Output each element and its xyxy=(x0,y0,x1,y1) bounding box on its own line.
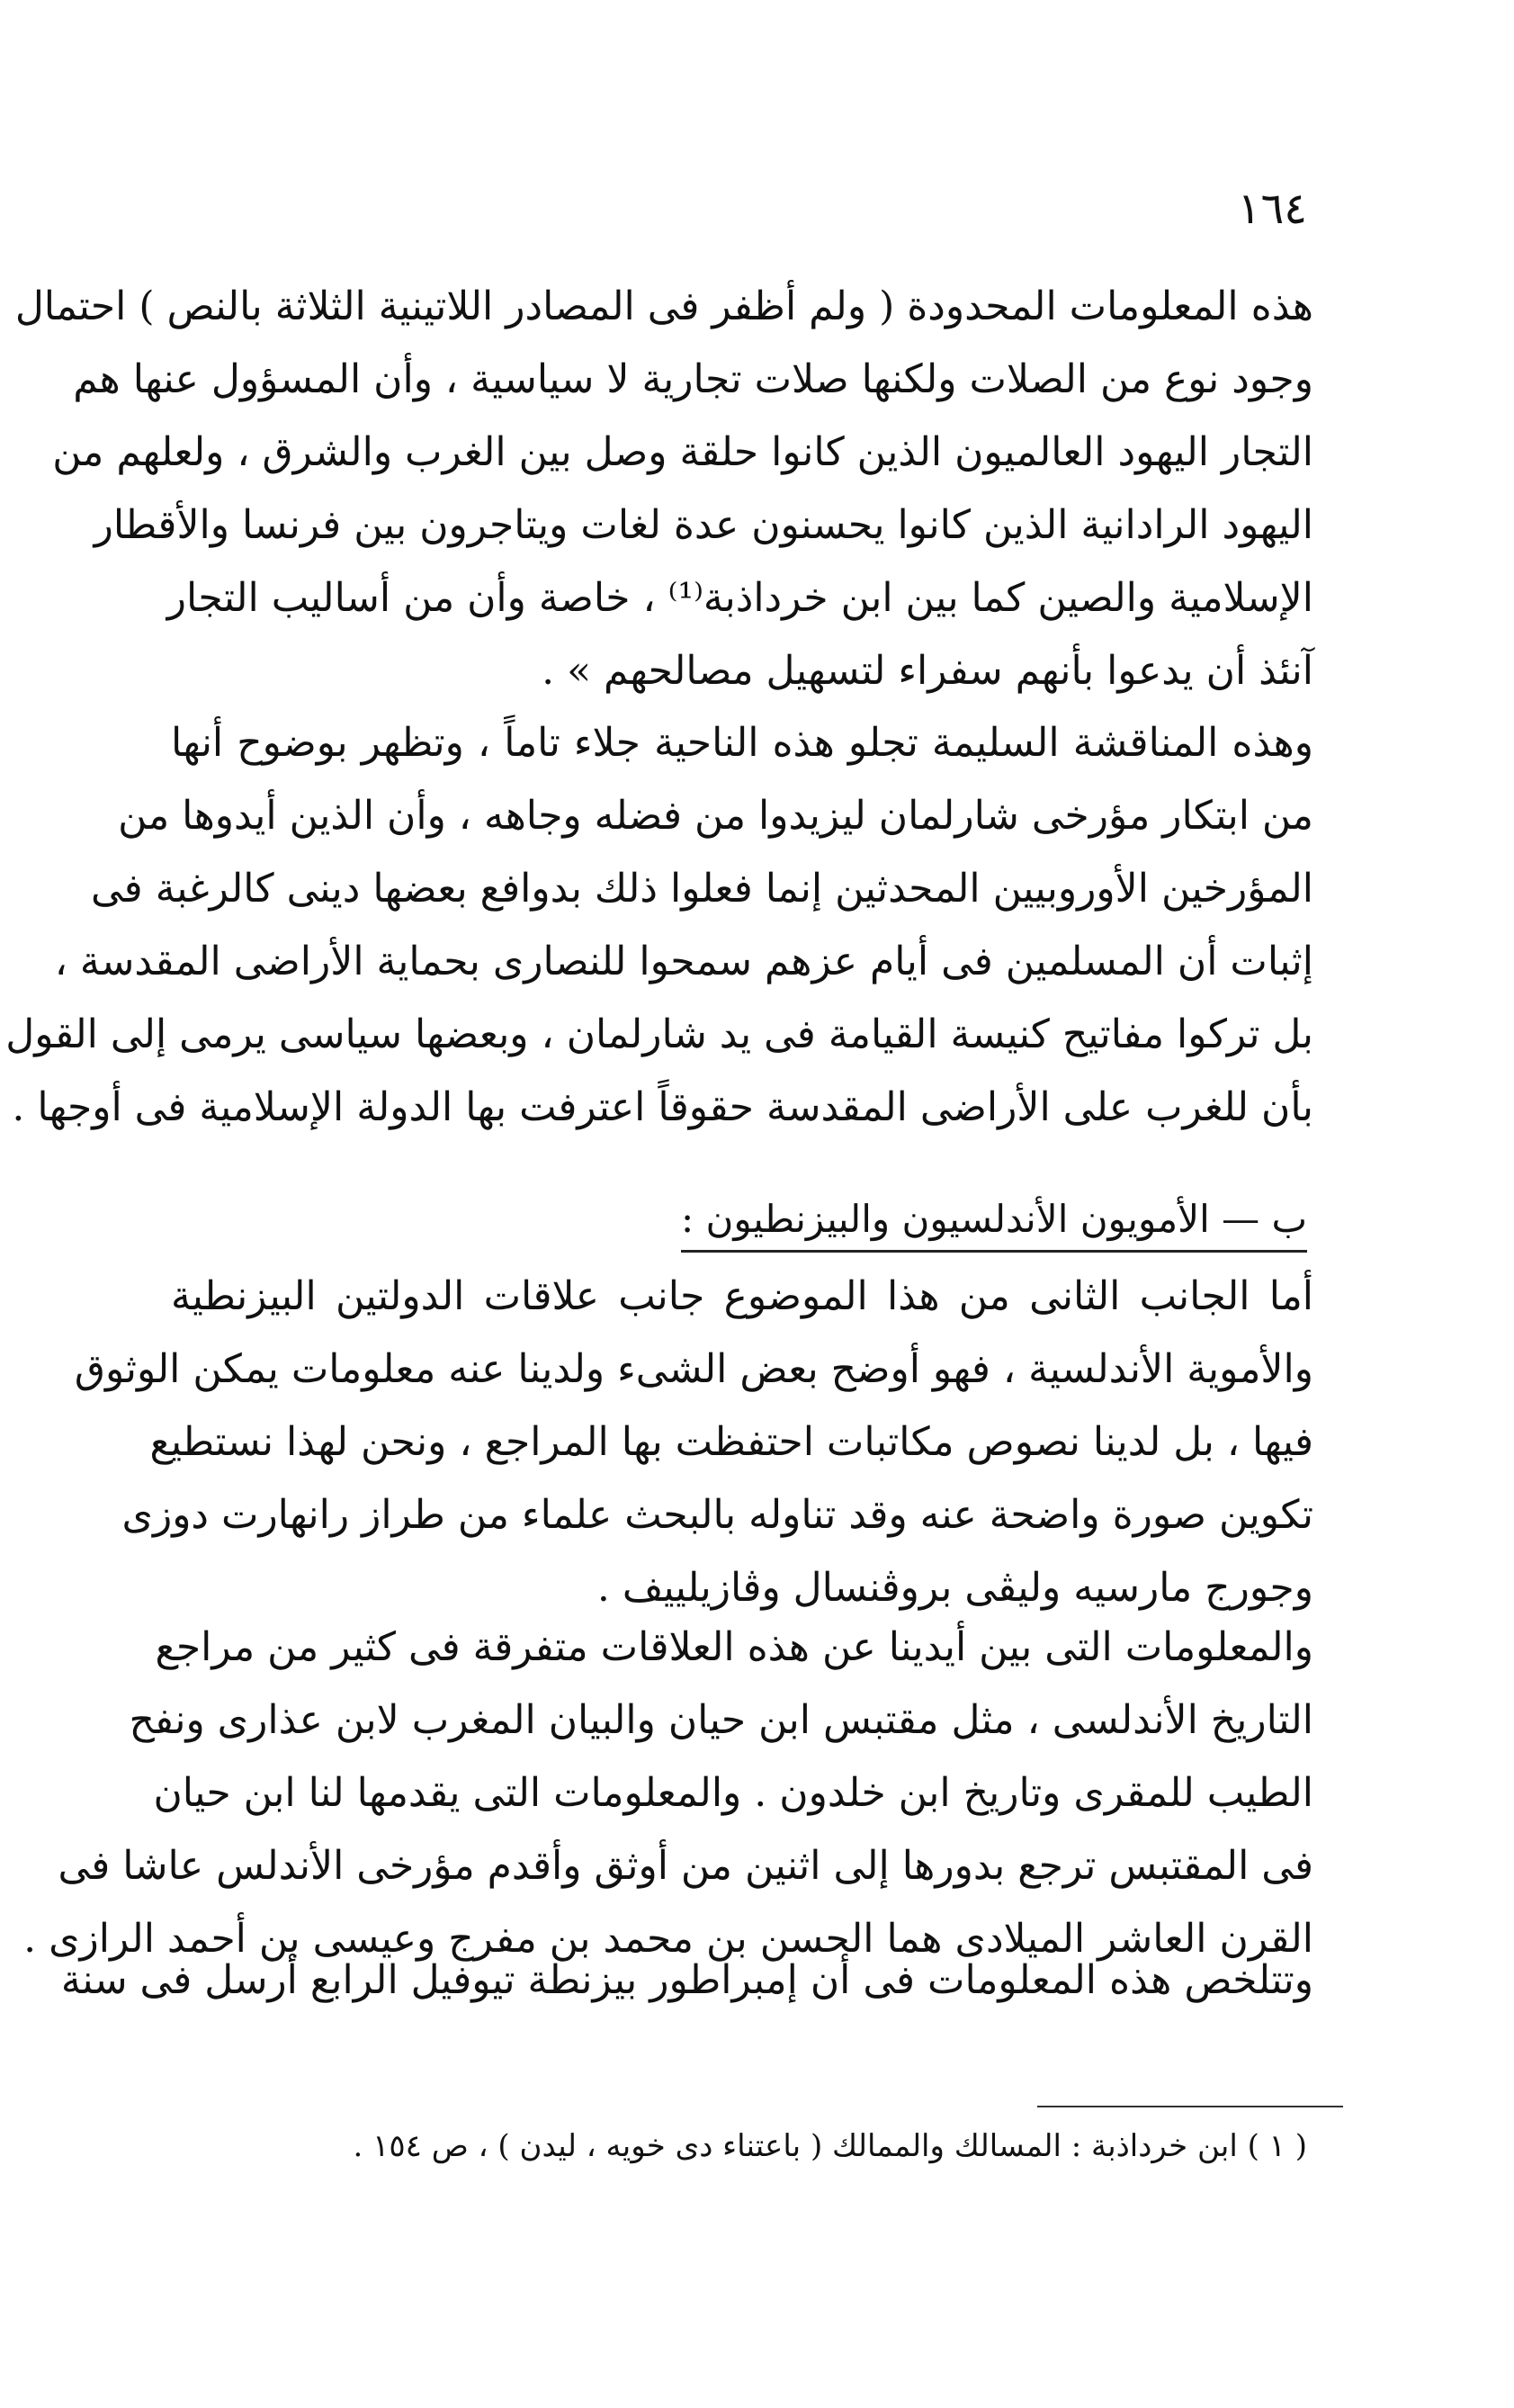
text-line: المؤرخين الأوروبيين المحدثين إنما فعلوا ذلك بدوافع بعضها دينى كالرغبة فى xyxy=(91,866,1313,912)
text-line: أما الجانب الثانى من هذا الموضوع جانب علاقات الدولتين البيزنطية xyxy=(171,1273,1313,1319)
text-line: القرن العاشر الميلادى هما الحسن بن محمد بن مفرج وعيسى بن أحمد الرازى . xyxy=(23,1916,1313,1962)
paragraph-3 xyxy=(74,1260,1313,1624)
text-line: التجار اليهود العالميون الذين كانوا حلقة وصل بين الغرب والشرق ، ولعلهم من xyxy=(52,429,1313,475)
footnote: ( ١ ) ابن خرداذبة : المسالك والممالك ( باعتناء دى خويه ، ليدن ) ، ص ١٥٤ . xyxy=(353,2128,1307,2164)
text-line: وجود نوع من الصلات ولكنها صلات تجارية لا سياسية ، وأن المسؤول عنها هم xyxy=(73,356,1313,402)
text-line: وتتلخص هذه المعلومات فى أن إمبراطور بيزنطة تيوفيل الرابع أرسل فى سنة xyxy=(60,1957,1313,2003)
text-line: الطيب للمقرى وتاريخ ابن خلدون . والمعلومات التى يقدمها لنا ابن حيان xyxy=(153,1770,1313,1816)
text-line: وجورج مارسيه وليڤى بروڤنسال وڤازيلييف . xyxy=(596,1565,1313,1611)
text-line: فيها ، بل لدينا نصوص مكاتبات احتفظت بها المراجع ، ونحن لهذا نستطيع xyxy=(149,1419,1313,1465)
text-line: وهذه المناقشة السليمة تجلو هذه الناحية جلاء تاماً ، وتظهر بوضوح أنها xyxy=(171,720,1313,766)
text-line: الإسلامية والصين كما بين ابن خرداذبة⁽¹⁾ ، خاصة وأن من أساليب التجار xyxy=(166,575,1313,621)
paragraph-1 xyxy=(14,270,1313,707)
footnote-divider xyxy=(1037,2106,1343,2107)
text-line: التاريخ الأندلسى ، مثل مقتبس ابن حيان والبيان المغرب لابن عذارى ونفح xyxy=(129,1697,1313,1743)
text-line: والمعلومات التى بين أيدينا عن هذه العلاقات متفرقة فى كثير من مراجع xyxy=(155,1624,1313,1670)
text-line: بأن للغرب على الأراضى المقدسة حقوقاً اعترفت بها الدولة الإسلامية فى أوجها . xyxy=(12,1084,1313,1130)
paragraph-2 xyxy=(5,706,1313,1144)
page-number: ١٦٤ xyxy=(1237,184,1307,234)
paragraph-4 xyxy=(23,1611,1313,1975)
paragraph-5 xyxy=(60,1944,1313,2017)
text-line: بل تركوا مفاتيح كنيسة القيامة فى يد شارلمان ، وبعضها سياسى يرمى إلى القول xyxy=(5,1011,1313,1057)
text-line: هذه المعلومات المحدودة ( ولم أظفر فى المصادر اللاتينية الثلاثة بالنص ) احتمال xyxy=(14,283,1313,329)
text-line: فى المقتبس ترجع بدورها إلى اثنين من أوثق وأقدم مؤرخى الأندلس عاشا فى xyxy=(58,1843,1313,1889)
text-line: تكوين صورة واضحة عنه وقد تناوله بالبحث علماء من طراز رانهارت دوزى xyxy=(121,1492,1313,1538)
text-line: من ابتكار مؤرخى شارلمان ليزيدوا من فضله وجاهه ، وأن الذين أيدوها من xyxy=(118,793,1313,839)
text-line: إثبات أن المسلمين فى أيام عزهم سمحوا للنصارى بحماية الأراضى المقدسة ، xyxy=(54,939,1313,984)
section-heading: ب — الأمويون الأندلسيون والبيزنطيون : xyxy=(681,1192,1307,1253)
text-line: اليهود الرادانية الذين كانوا يحسنون عدة لغات ويتاجرون بين فرنسا والأقطار xyxy=(94,502,1313,548)
text-line: آنئذ أن يدعوا بأنهم سفراء لتسهيل مصالحهم » . xyxy=(542,648,1313,694)
text-line: والأموية الأندلسية ، فهو أوضح بعض الشىء ولدينا عنه معلومات يمكن الوثوق xyxy=(74,1346,1313,1392)
